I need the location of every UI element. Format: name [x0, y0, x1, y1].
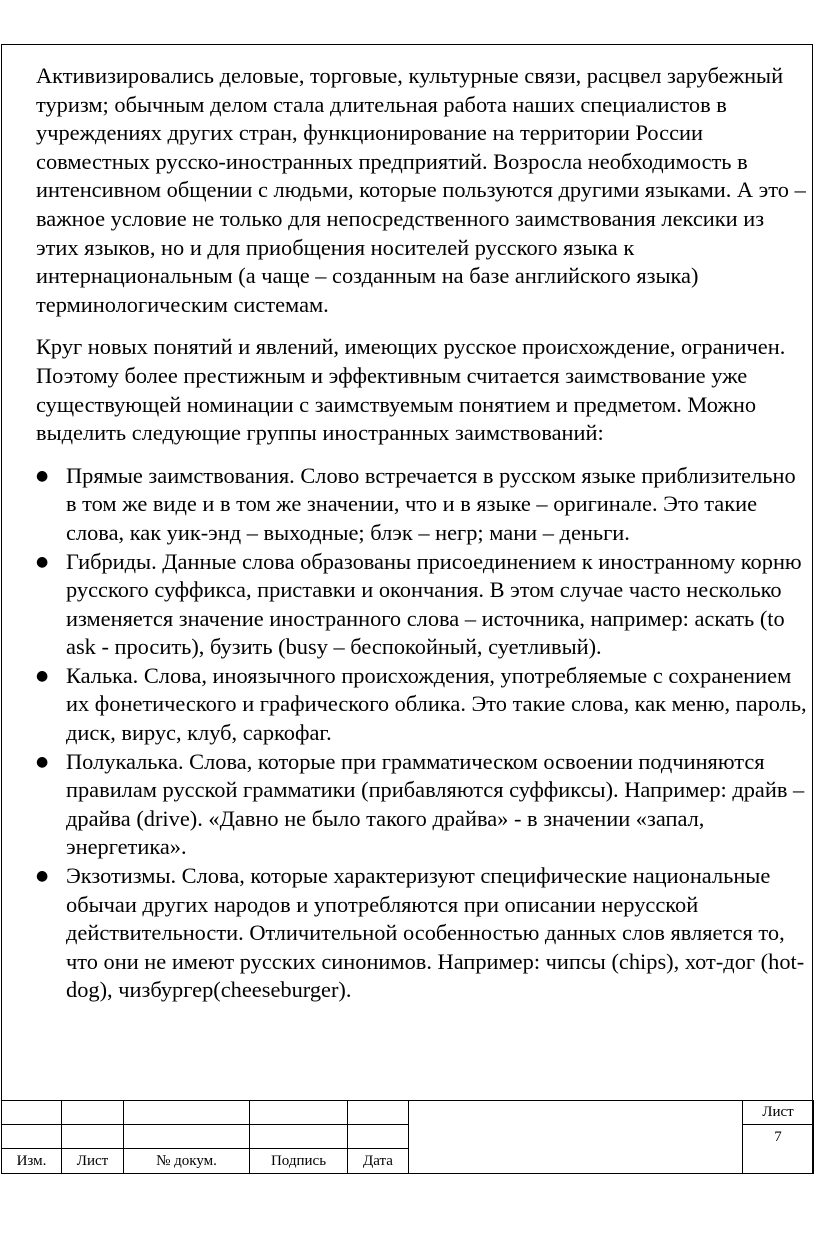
stamp-cell — [250, 1125, 348, 1149]
list-item — [36, 548, 808, 662]
bullet-icon: ● — [36, 753, 49, 770]
sheet-number: 7 — [743, 1125, 814, 1174]
stamp-col-list: Лист — [62, 1149, 124, 1174]
list-item-text: Прямые заимствования. Слово встречается в русском языке приблизительно в том же виде и в том же значении, что и в языке – оригинале. Это такие слова, как уик-энд – выходные; блэк – негр; мани – деньги. — [66, 462, 796, 545]
stamp-cell — [62, 1125, 124, 1149]
stamp-col-doc: № докум. — [124, 1149, 250, 1174]
stamp-cell — [348, 1125, 409, 1149]
stamp-col-izm: Изм. — [2, 1149, 62, 1174]
bullet-icon: ● — [36, 667, 49, 684]
borrowing-types-list — [36, 462, 808, 1005]
bullet-icon: ● — [36, 868, 49, 885]
list-item — [36, 862, 808, 1005]
paragraph-1: Активизировались деловые, торговые, культурные связи, расцвел зарубежный туризм; обычным делом стала длительная работа наших специалистов в учреждениях других стран, функционирование на территории России совместных русско-иностранных предприятий. Возросла необходимость в интенсивном общении с людьми, которые пользуются другими языками. А это – важное условие не только для непосредственного заимствования лексики из этих языков, но и для приобщения носителей русского языка к интернациональным (а чаще – созданным на базе английского языка) терминологическим системам. — [36, 63, 806, 317]
paragraph-2: Круг новых понятий и явлений, имеющих русское происхождение, ограничен. Поэтому более престижным и эффективным считается заимствование уже существующей номинации с заимствуемым понятием и предметом. Можно выделить следующие группы иностранных заимствований: — [36, 334, 786, 446]
stamp-col-sign: Подпись — [250, 1149, 348, 1174]
document-body — [36, 62, 808, 1005]
list-item — [36, 748, 808, 862]
stamp-cell — [124, 1125, 250, 1149]
list-item — [36, 462, 808, 548]
stamp-cell — [2, 1101, 62, 1125]
bullet-icon: ● — [36, 553, 49, 570]
stamp-cell — [348, 1101, 409, 1125]
stamp-cell — [62, 1101, 124, 1125]
list-item-text: Экзотизмы. Слова, которые характеризуют специфические национальные обычаи других народов и употребляются при описании нерусской действительности. Отличительной особенностью данных слов является то, что они не имеют русских синонимов. Например: чипсы (chips), хот-дог (hot-dog), чизбургер(cheeseburger). — [66, 863, 805, 1003]
list-item-text: Полукалька. Слова, которые при грамматическом освоении подчиняются правилам русской грамматики (прибавляются суффиксы). Например: драйв – драйва (drive). «Давно не было такого драйва» - в значении «запал, энергетика». — [66, 748, 805, 860]
list-item — [36, 662, 808, 748]
stamp-cell — [2, 1125, 62, 1149]
list-item-text: Калька. Слова, иноязычного происхождения, употребляемые с сохранением их фонетического и графического облика. Это такие слова, как меню, пароль, диск, вирус, клуб, саркофаг. — [66, 662, 807, 746]
sheet-label: Лист — [743, 1101, 814, 1125]
stamp-cell — [250, 1101, 348, 1125]
stamp-col-date: Дата — [348, 1149, 409, 1174]
list-item-text: Гибриды. Данные слова образованы присоединением к иностранному корню русского суффикса, приставки и окончания. В этом случае часто несколько изменяется значение иностранного слова – источника, например: аскать (to ask - просить), бузить (busy – беспокойный, суетливый). — [66, 548, 802, 660]
stamp-title-cell — [409, 1101, 743, 1174]
title-block-stamp — [1, 1100, 814, 1174]
bullet-icon: ● — [36, 467, 49, 484]
stamp-cell — [124, 1101, 250, 1125]
